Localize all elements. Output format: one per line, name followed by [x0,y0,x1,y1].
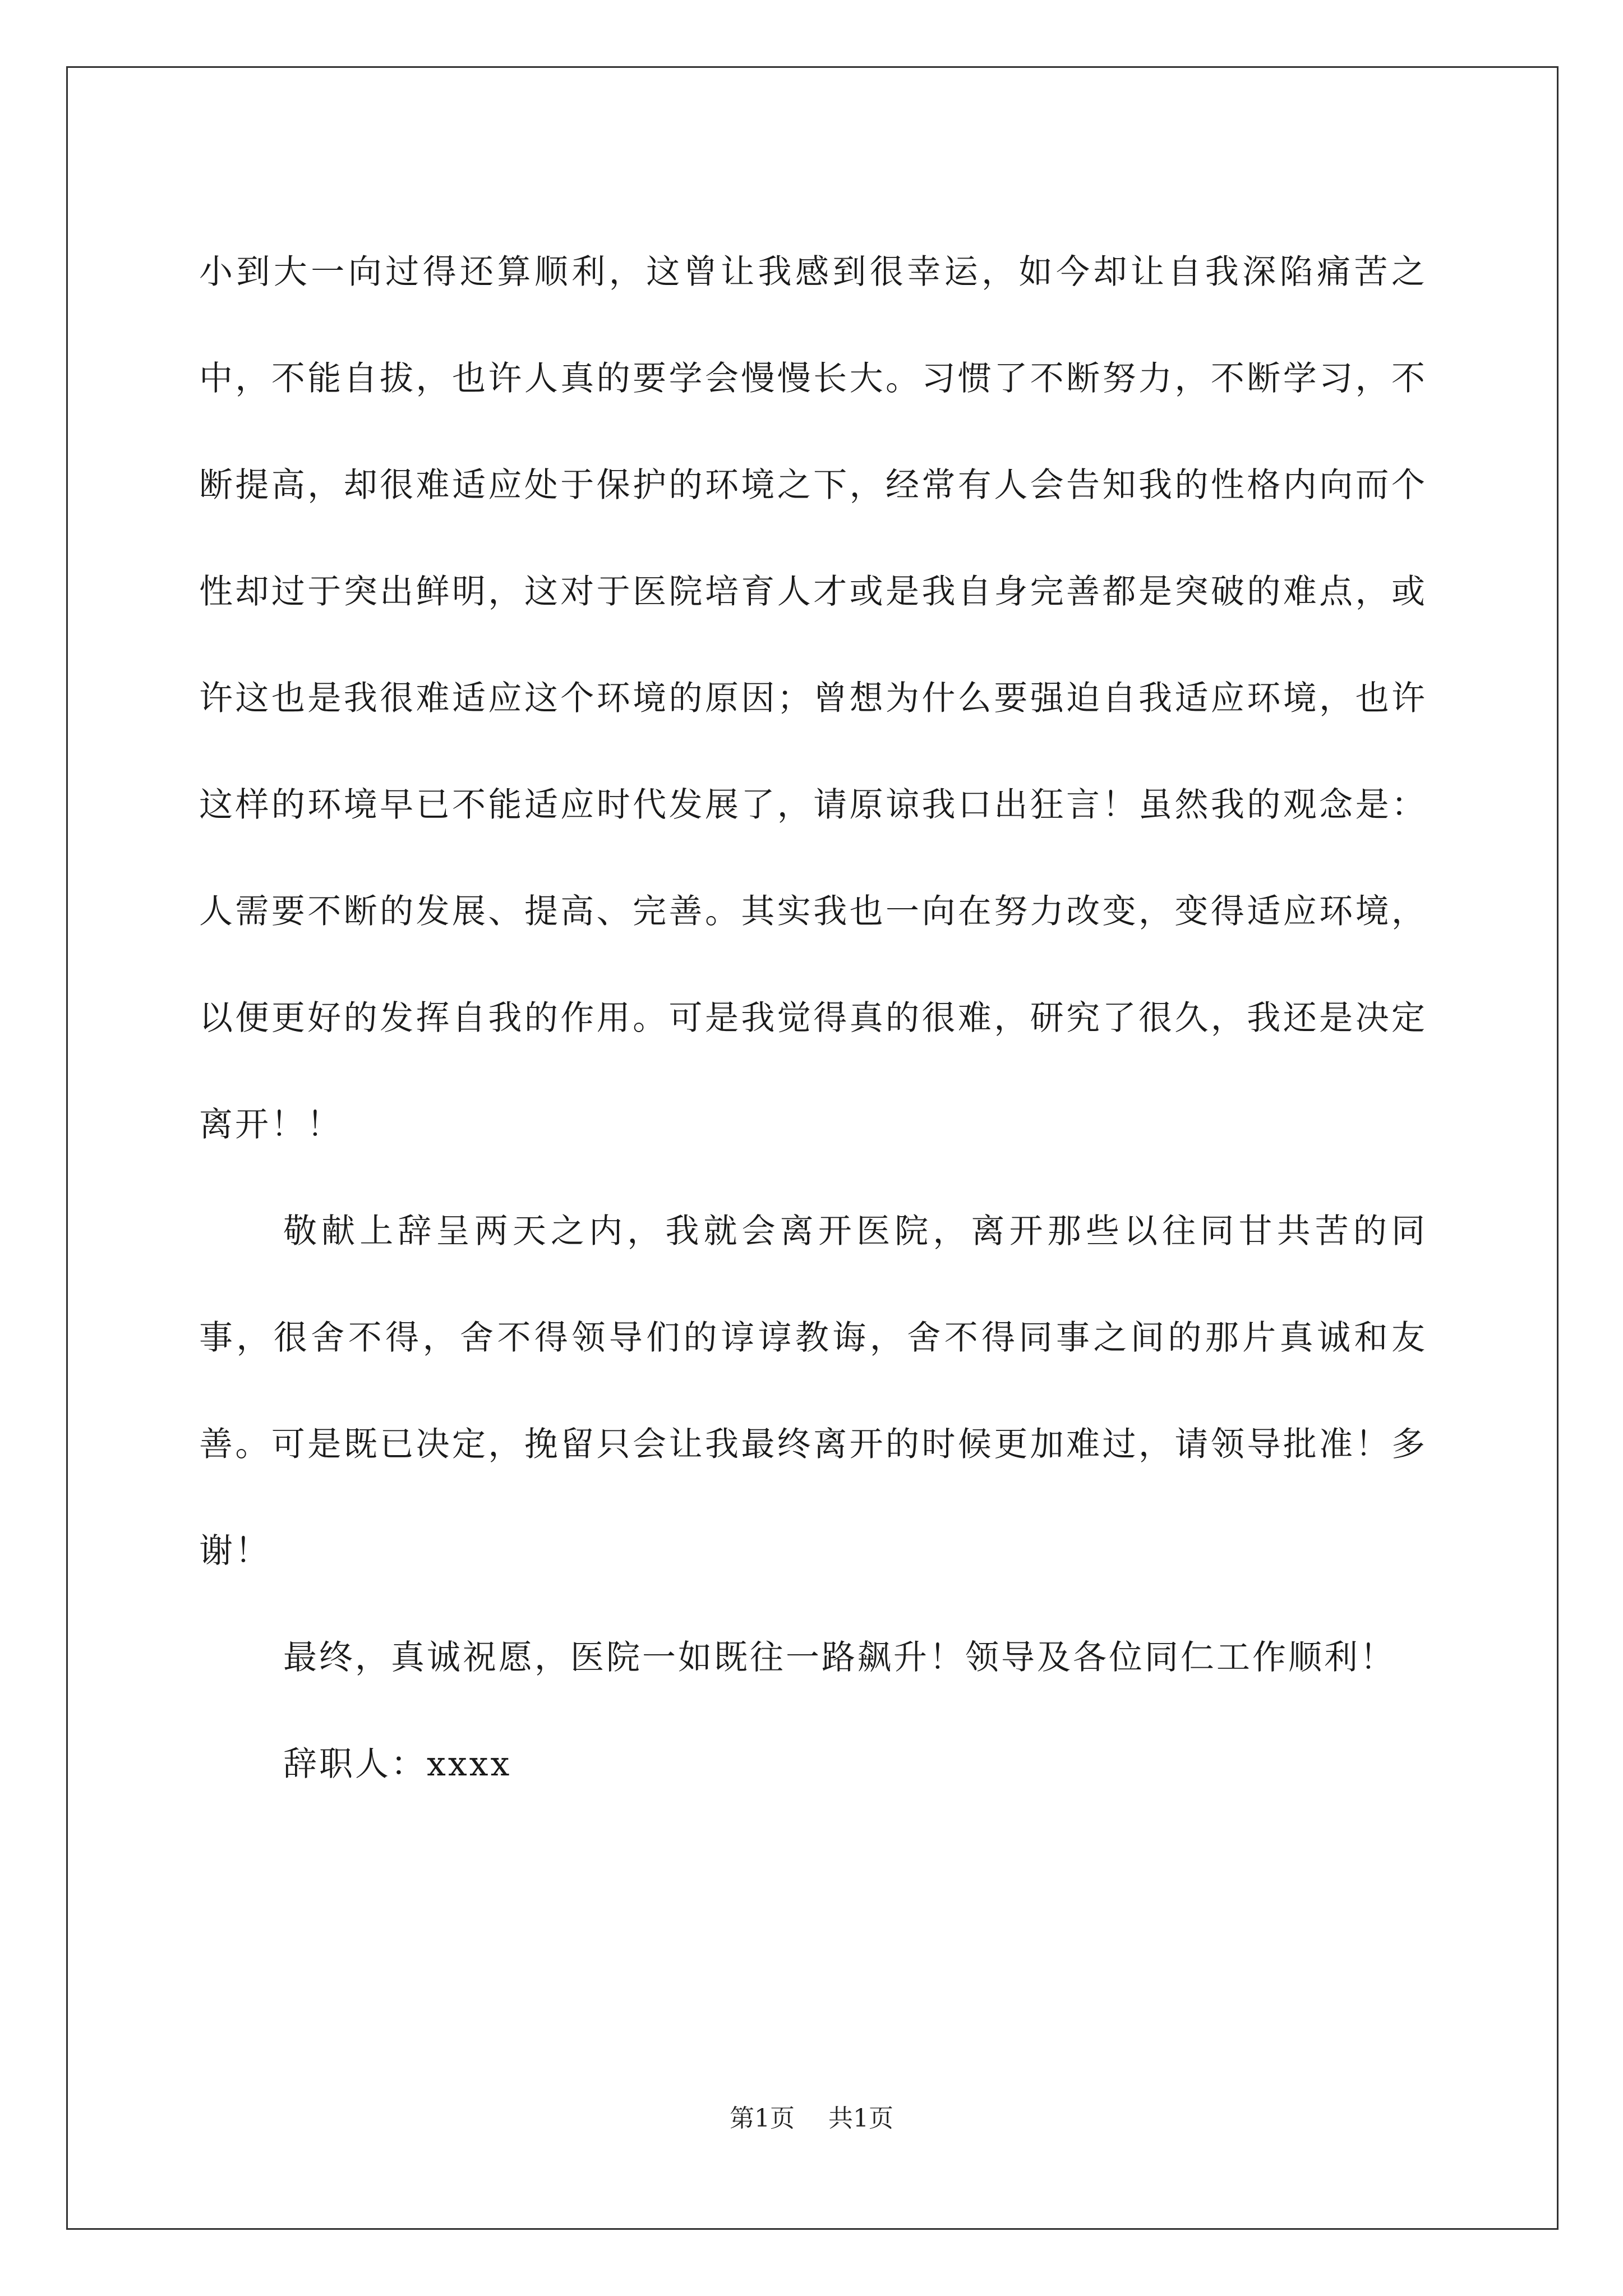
document-body [199,219,1427,1818]
paragraph-3: 最终，真诚祝愿，医院一如既往一路飙升！领导及各位同仁工作顺利！ [283,1638,1396,1677]
paragraph-1: 小到大一向过得还算顺利，这曾让我感到很幸运，如今却让自我深陷痛苦之中，不能自拔，也许人真的要学会慢慢长大。习惯了不断努力，不断学习，不断提高，却很难适应处于保护的环境之下，经常有人会告知我的性格内向而个性却过于突出鲜明，这对于医院培育人才或是我自身完善都是突破的难点，或许这也是我很难适应这个环境的原因；曾想为什么要强迫自我适应环境，也许这样的环境早已不能适应时代发展了，请原谅我口出狂言！虽然我的观念是：人需要不断的发展、提高、完善。其实我也一向在努力改变，变得适应环境，以便更好的发挥自我的作用。可是我觉得真的很难，研究了很久，我还是决定离开！！ [199,252,1427,1144]
page-total-label: 共1页 [828,2104,893,2133]
page-footer [0,2098,1623,2134]
paragraph-2: 敬献上辞呈两天之内，我就会离开医院，离开那些以往同甘共苦的同事，很舍不得，舍不得领导们的谆谆教诲，舍不得同事之间的那片真诚和友善。可是既已决定，挽留只会让我最终离开的时候更加难过，请领导批准！多谢！ [199,1212,1427,1571]
signature-line: 辞职人：xxxx [283,1745,512,1784]
page-current-label: 第1页 [730,2104,795,2133]
